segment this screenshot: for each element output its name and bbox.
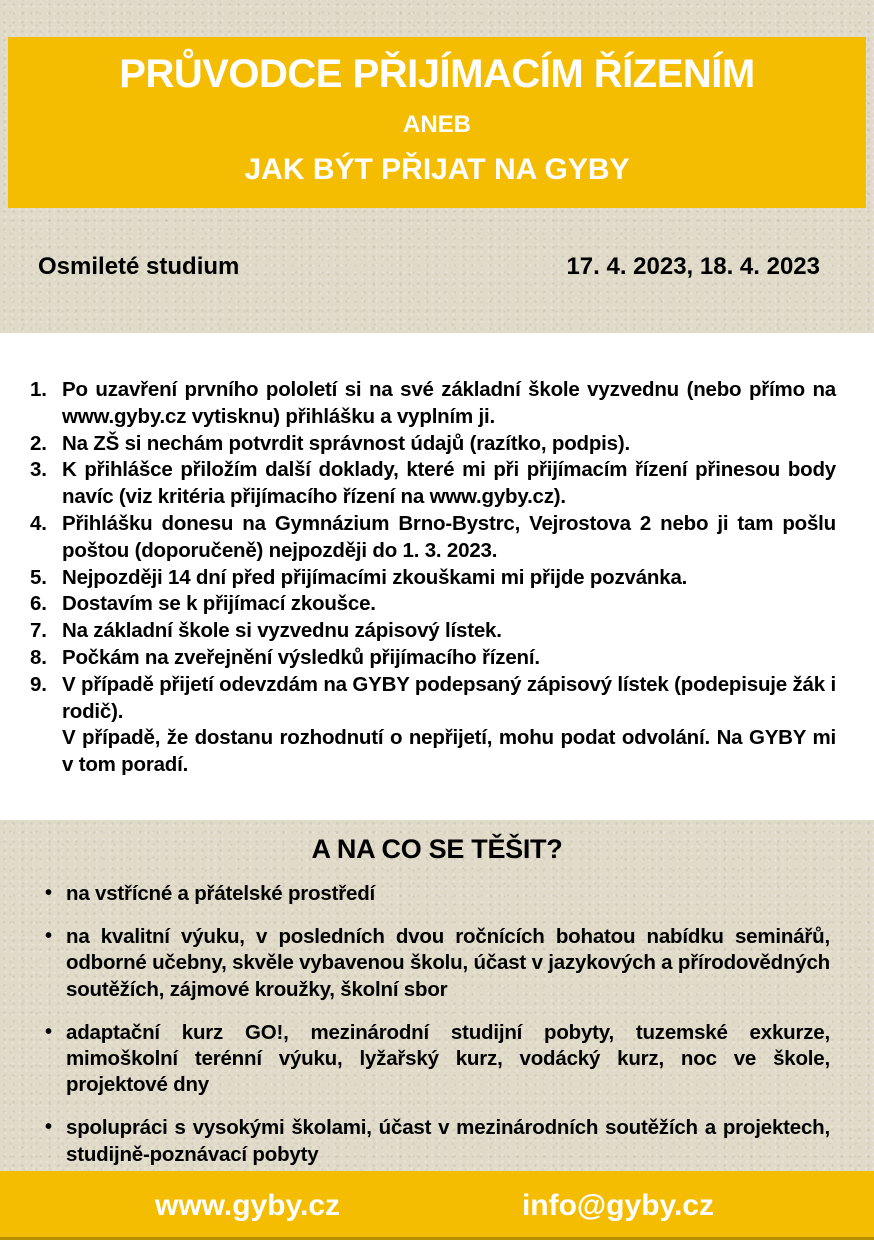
bullet-item [45,881,830,907]
step-text: Přihlášku donesu na Gymnázium Brno-Bystrc, Vejrostova 2 nebo ji tam pošlu poštou (doporučeně) nejpozději do 1. 3. 2023. [62,511,836,562]
step-item [30,511,836,565]
bullet-dot-icon: • [45,1020,52,1043]
section-heading: A NA CO SE TĚŠIT? [311,834,563,864]
bullet-dot-icon: • [45,925,52,948]
steps-section [0,333,874,820]
bullet-text: adaptační kurz GO!, mezinárodní studijní pobyty, tuzemské exkurze, mimoškolní terénní výuku, lyžařský kurz, vodácký kurz, noc ve škole, projektové dny [66,1020,830,1097]
poster-title: PRŮVODCE PŘIJÍMACÍM ŘÍZENÍM [119,52,755,96]
step-number: 4. [30,511,47,535]
website-text: www.gyby.cz [155,1188,341,1222]
step-item [30,672,836,779]
bullet-item [45,1020,830,1099]
exam-dates: 17. 4. 2023, 18. 4. 2023 [566,253,820,280]
step-number: 3. [30,458,47,482]
step-number: 7. [30,619,47,643]
bullet-text: na kvalitní výuku, v posledních dvou ročnících bohatou nabídku seminářů, odborné učebny, skvěle vybavenou školu, účast v jazykových a přírodovědných soutěžích, zájmové kroužky, školní sbor [66,925,830,1001]
program-label: Osmileté studium [38,253,240,280]
step-text: V případě přijetí odevzdám na GYBY podepsaný zápisový lístek (podepisuje žák i rodič). [62,672,836,723]
step-number: 5. [30,565,47,589]
bullet-item [45,924,830,1003]
step-text: Nejpozději 14 dní před přijímacími zkouškami mi přijde pozvánka. [62,565,688,589]
bullet-list [45,881,830,1168]
poster-subtitle: ANEB [402,111,471,138]
step-item [30,645,836,672]
step-item [30,457,836,511]
email-text: info@gyby.cz [521,1188,714,1222]
step-appeal-note: V případě, že dostanu rozhodnutí o nepřijetí, mohu podat odvolání. Na GYBY mi v tom poradí. [62,726,836,777]
step-number: 9. [30,672,47,696]
step-text: K přihlášce přiložím další doklady, které mi při přijímacím řízení přinesou body navíc (viz kritéria přijímacího řízení na www.gyby.cz). [62,458,836,509]
step-number: 2. [30,431,47,455]
step-number: 8. [30,645,47,669]
subheader-row [38,253,820,281]
footer-band [0,1171,874,1240]
poster-tagline: JAK BÝT PŘIJAT NA GYBY [244,153,630,186]
look-forward-section [0,820,874,1171]
steps-list [30,377,836,779]
step-item [30,618,836,645]
step-number: 1. [30,378,47,401]
bullet-dot-icon: • [45,1116,52,1139]
step-text: Na ZŠ si nechám potvrdit správnost údajů (razítko, podpis). [62,431,630,455]
step-item [30,431,836,458]
step-item [30,565,836,592]
step-text: Po uzavření prvního pololetí si na své základní škole vyzvednu (nebo přímo na www.gyby.cz vytisknu) přihlášku a vyplním ji. [62,378,836,428]
header-band [8,37,866,208]
bullet-text: na vstřícné a přátelské prostředí [66,882,376,905]
step-item [30,377,836,431]
step-number: 6. [30,592,47,616]
bullet-text: spolupráci s vysokými školami, účast v mezinárodních soutěžích a projektech, studijně-poznávací pobyty [66,1116,830,1166]
step-text: Počkám na zveřejnění výsledků přijímacího řízení. [62,645,540,669]
step-text: Dostavím se k přijímací zkoušce. [62,592,376,616]
bullet-dot-icon: • [45,882,52,904]
step-item [30,591,836,618]
step-text: Na základní škole si vyzvednu zápisový lístek. [62,619,502,643]
bullet-item [45,1115,830,1167]
